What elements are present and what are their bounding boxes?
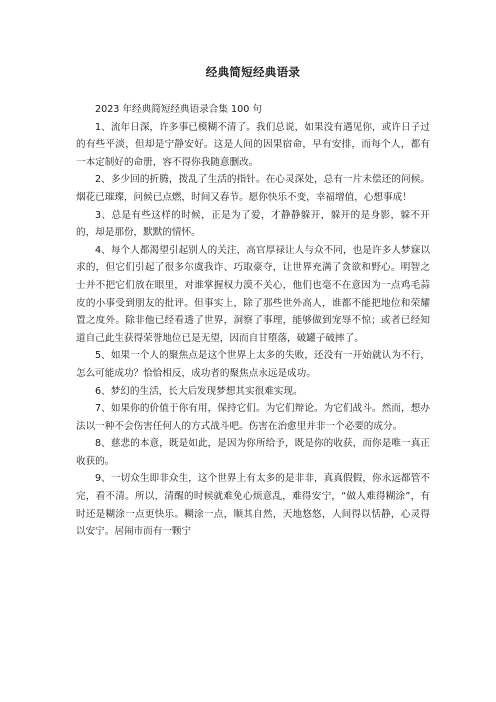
paragraph-6: 6、梦幻的生活，长大后发现梦想其实很难实现。 <box>95 385 303 397</box>
document-title: 经典简短经典语录 <box>205 65 301 79</box>
document-subtitle: 2023 年经典简短经典语录合集 100 句 <box>95 104 263 115</box>
paragraph-7: 7、如果你的价值于你有用，保持它们。为它们辩论。为它们战斗。然而，想办法以一种不会伤害任何人的方式战斗吧。伤害在治愈里并非一个必要的成分。 <box>76 403 430 432</box>
paragraph-1: 1、流年日深，许多事已模糊不清了。我们总说，如果没有遇见你，或许日子过的有些平淡，但却是宁静安好。这是人间的因果宿命，早有安排，而每个人，都有一本定制好的命册，容不得你我随意删改。 <box>76 121 430 168</box>
paragraph-5: 5、如果一个人的聚焦点是这个世界上太多的失败，还没有一开始就认为不行，怎么可能成功？恰恰相反，成功者的聚焦点永远是成功。 <box>76 350 430 379</box>
paragraph-2: 2、多少回的折腾，拨乱了生活的指针。在心灵深处，总有一片未偿还的问候。烟花已璀璨，问候已点燃，时间又春节。愿你快乐不变，幸福增值，心想事成！ <box>76 174 430 203</box>
paragraph-9: 9、一切众生即非众生，这个世界上有太多的是非非，真真假假，你永远都管不完，看不清。所以，清醒的时候就难免心烦意乱，难得安宁，“做人难得糊涂”，有时还是糊涂一点更快乐。糊涂一点，顺其自然，天地悠悠，人间得以恬静，心灵得以安宁。居闹市而有一颗宁 <box>76 473 430 538</box>
paragraph-8: 8、慈悲的本意，既是如此，是因为你所给予，既是你的收获，而你是唯一真正收获的。 <box>76 438 430 467</box>
paragraph-4: 4、每个人都渴望引起别人的关注，高官厚禄让人与众不同，也是许多人梦寐以求的，但它们引起了很多尔虞我诈、巧取豪夺，让世界充满了贪欲和野心。明智之士并不把它们放在眼里，对谁掌握权力漠不关心，他们也毫不在意因为一点鸡毛蒜皮的小事受到朋友的批评。但事实上，除了那些世外高人，谁都不能把地位和荣耀置之度外。除非他已经看透了世界，洞察了事理，能够做到宠辱不惊；或者已经知道自己此生获得荣誉地位已是无望，因而自甘堕落，破罐子破摔了。 <box>76 244 430 344</box>
paragraph-3: 3、总是有些这样的时候，正是为了爱，才静静躲开，躲开的是身影，躲不开的，却是那份，默默的情怀。 <box>76 209 430 239</box>
